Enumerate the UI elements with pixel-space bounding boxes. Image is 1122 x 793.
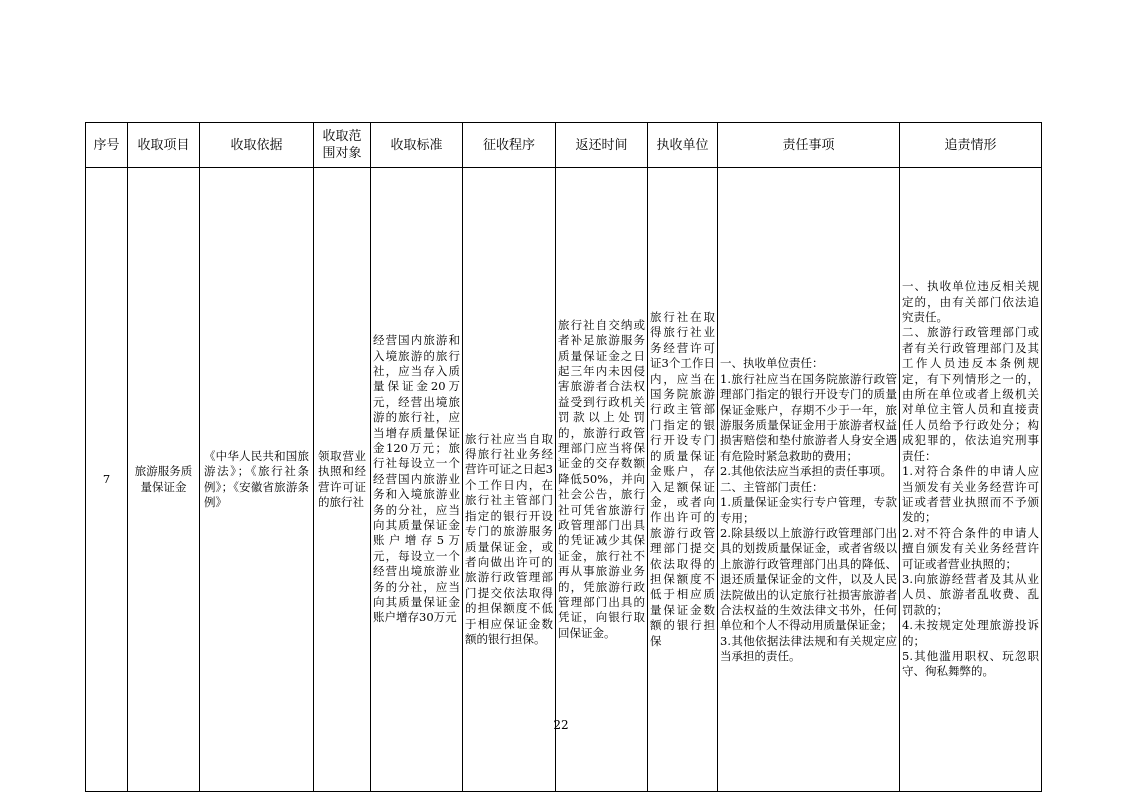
header-basis: 收取依据 (200, 123, 314, 168)
cell-scope: 领取营业执照和经营许可证的旅行社 (314, 168, 371, 792)
cell-item: 旅游服务质量保证金 (128, 168, 200, 792)
header-procedure: 征收程序 (463, 123, 556, 168)
cell-no: 7 (86, 168, 128, 792)
header-refund: 返还时间 (556, 123, 648, 168)
cell-standard: 经营国内旅游和入境旅游的旅行社，应当存入质量保证金20万元，经营出境旅游的旅行社，应当增存质量保证金120万元；旅行社每设立一个经营国内旅游业务和入境旅游业务的分社，应当向其质量保证金账户增存5万元，每设立一个经营出境旅游业务的分社，应当向其质量保证金账户增存30万元 (371, 168, 463, 792)
fee-table (85, 122, 1042, 792)
header-no: 序号 (86, 123, 128, 168)
cell-procedure: 旅行社应当自取得旅行社业务经营许可证之日起3个工作日内，在旅行社主管部门指定的银行开设专门的旅游服务质量保证金，或者向做出许可的旅游行政管理部门提交依法取得的担保额度不低于相应保证金数额的银行担保。 (463, 168, 556, 792)
header-unit: 执收单位 (648, 123, 718, 168)
page-number: 22 (553, 718, 569, 732)
table-row (86, 168, 1042, 792)
cell-duties: 一、执收单位责任： 1.旅行社应当在国务院旅游行政管理部门指定的银行开设专门的质量保证金账户，存期不少于一年，旅游服务质量保证金用于旅游者权益损害赔偿和垫付旅游者人身安全遇有危险时紧急救助的费用； 2.其他依法应当承担的责任事项。 二、主管部门责任： 1.质量保证金实行专户管理，专款专用； 2.除县级以上旅游行政管理部门出具的划拨质量保证金，或者省级以上旅游行政管理部门出具的降低、退还质量保证金的文件，以及人民法院做出的认定旅行社损害旅游者合法权益的生效法律文书外，任何单位和个人不得动用质量保证金； 3.其他依据法律法规和有关规定应当承担的责任。 (718, 168, 900, 792)
header-item: 收取项目 (128, 123, 200, 168)
cell-unit: 旅行社在取得旅行社业务经营许可证3个工作日内，应当在国务院旅游行政主管部门指定的银行开设专门的质量保证金账户，存入足额保证金，或者向作出许可的旅游行政管理部门提交依法取得的担保额度不低于相应质量保证金数额的银行担保 (648, 168, 718, 792)
header-scope: 收取范 围对象 (314, 123, 371, 168)
header-standard: 收取标准 (371, 123, 463, 168)
header-row (86, 123, 1042, 168)
cell-refund: 旅行社自交纳或者补足旅游服务质量保证金之日起三年内未因侵害旅游者合法权益受到行政机关罚款以上处罚的，旅游行政管理部门应当将保证金的交存数额降低50%，并向社会公告，旅行社可凭省旅游行政管理部门出具的凭证减少其保证金，旅行社不再从事旅游业务的，凭旅游行政管理部门出具的凭证，向银行取回保证金。 (556, 168, 648, 792)
cell-basis: 《中华人民共和国旅游法》；《旅行社条例》；《安徽省旅游条例》 (200, 168, 314, 792)
cell-accountability: 一、执收单位违反相关规定的，由有关部门依法追究责任。 二、旅游行政管理部门或者有关行政管理部门及其工作人员违反本条例规定，有下列情形之一的，由所在单位或者上级机关对单位主管人员和直接责任人员给予行政处分；构成犯罪的，依法追究刑事责任： 1.对符合条件的申请人应当颁发有关业务经营许可证或者营业执照而不予颁发的； 2.对不符合条件的申请人擅自颁发有关业务经营许可证或者营业执照的； 3.向旅游经营者及其从业人员、旅游者乱收费、乱罚款的； 4.未按规定处理旅游投诉的； 5.其他滥用职权、玩忽职守、徇私舞弊的。 (900, 168, 1042, 792)
header-duties: 责任事项 (718, 123, 900, 168)
header-accountability: 追责情形 (900, 123, 1042, 168)
